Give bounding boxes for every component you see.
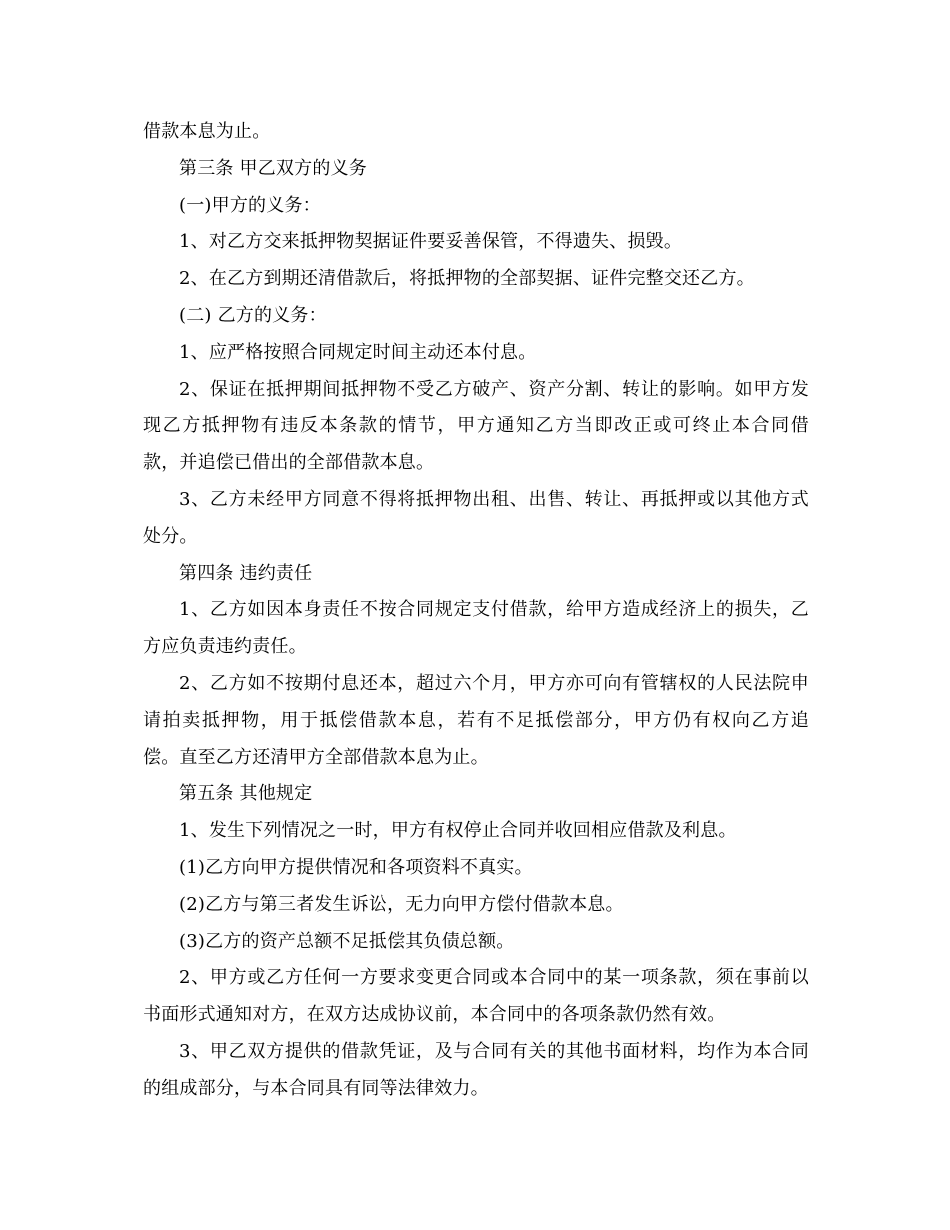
subsection-heading: (一)甲方的义务： [179, 194, 321, 216]
text-line: 1、对乙方交来抵押物契据证件要妥善保管，不得遗失、损毁。 [179, 231, 683, 253]
text-line: 2、乙方如不按期付息还本，超过六个月，甲方亦可向有管辖权的人民法院申 [179, 672, 809, 694]
text-line: 的组成部分，与本合同具有同等法律效力。 [143, 1077, 489, 1099]
list-item: (3)乙方的资产总额不足抵偿其负债总额。 [179, 930, 515, 952]
text-line: 2、在乙方到期还清借款后，将抵押物的全部契据、证件完整交还乙方。 [179, 268, 755, 290]
article-heading: 第四条 违约责任 [179, 562, 313, 584]
document-body [143, 114, 809, 1108]
text-line: 1、应严格按照合同规定时间主动还本付息。 [179, 341, 537, 363]
text-line: 2、甲方或乙方任何一方要求变更合同或本合同中的某一项条款，须在事前以 [179, 967, 809, 989]
text-line: 请拍卖抵押物，用于抵偿借款本息，若有不足抵偿部分，甲方仍有权向乙方追 [143, 709, 809, 731]
text-line: 2、保证在抵押期间抵押物不受乙方破产、资产分割、转让的影响。如甲方发 [179, 378, 809, 400]
text-line: 3、乙方未经甲方同意不得将抵押物出租、出售、转让、再抵押或以其他方式 [179, 488, 809, 510]
text-line: 书面形式通知对方，在双方达成协议前，本合同中的各项条款仍然有效。 [143, 1004, 726, 1026]
text-line: 3、甲乙双方提供的借款凭证，及与合同有关的其他书面材料，均作为本合同 [179, 1040, 809, 1062]
text-line: 方应负责违约责任。 [143, 636, 307, 658]
article-heading: 第五条 其他规定 [179, 783, 313, 805]
text-line: 1、乙方如因本身责任不按合同规定支付借款，给甲方造成经济上的损失，乙 [179, 599, 809, 621]
text-line: 款，并追偿已借出的全部借款本息。 [143, 452, 435, 474]
text-line: 处分。 [143, 525, 198, 547]
list-item: (1)乙方向甲方提供情况和各项资料不真实。 [179, 856, 533, 878]
text-line: 1、发生下列情况之一时，甲方有权停止合同并收回相应借款及利息。 [179, 820, 737, 842]
text-line: 借款本息为止。 [143, 121, 271, 142]
list-item: (2)乙方与第三者发生诉讼，无力向甲方偿付借款本息。 [179, 893, 624, 915]
subsection-heading: (二) 乙方的义务： [179, 304, 327, 326]
text-line: 现乙方抵押物有违反本条款的情节，甲方通知乙方当即改正或可终止本合同借 [143, 415, 809, 437]
article-heading: 第三条 甲乙双方的义务 [179, 157, 367, 179]
text-line: 偿。直至乙方还清甲方全部借款本息为止。 [143, 746, 489, 768]
